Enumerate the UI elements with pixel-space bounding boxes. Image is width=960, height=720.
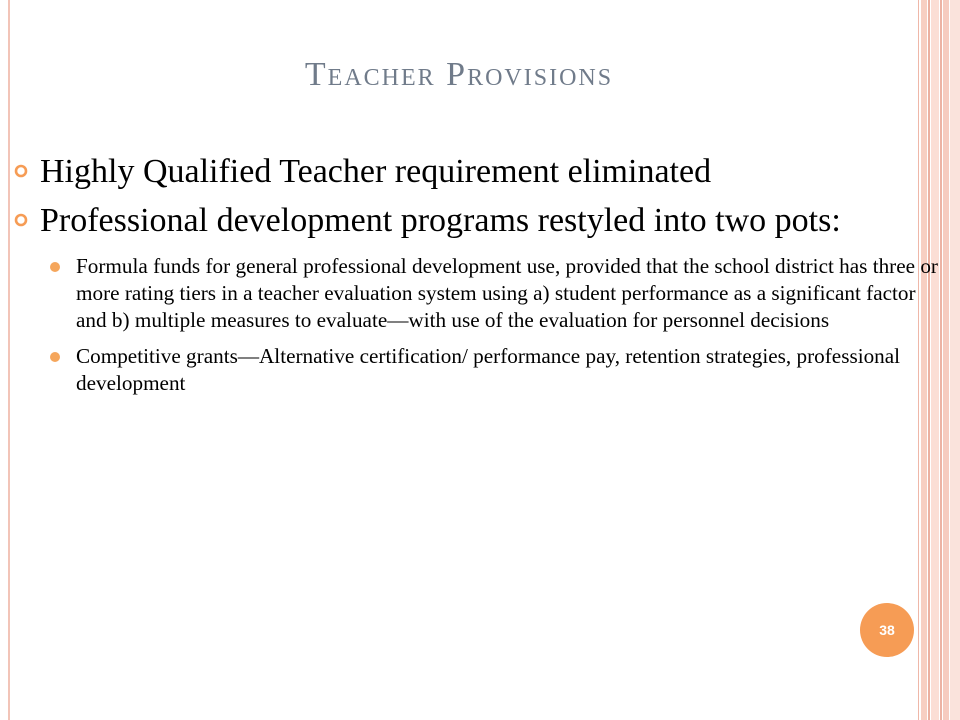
bullet-item xyxy=(40,152,940,192)
orange-ring-bullet-icon xyxy=(14,213,28,227)
right-stripe-6 xyxy=(950,0,960,720)
sub-bullet-text: Competitive grants—Alternative certification/ performance pay, retention strategies, professional development xyxy=(76,344,901,395)
sub-bullet-item xyxy=(40,343,940,397)
orange-ring-bullet-icon xyxy=(14,164,28,178)
left-frame-line xyxy=(8,0,10,720)
sub-bullet-text: Formula funds for general professional development use, provided that the school district has three or more rating tiers in a teacher evaluation system using a) student performance as a significant factor and b) multiple measures to evaluate—with use of the evaluation for personnel decisions xyxy=(76,254,938,332)
bullet-text: Professional development programs restyled into two pots: xyxy=(40,202,841,239)
bullet-list xyxy=(40,152,940,406)
slide-title: Teacher Provisions xyxy=(304,56,614,93)
orange-dot-bullet-icon xyxy=(50,352,60,362)
bullet-item xyxy=(40,201,940,397)
orange-dot-bullet-icon xyxy=(50,262,60,272)
bullet-text: Highly Qualified Teacher requirement eliminated xyxy=(40,153,712,190)
right-stripe-4 xyxy=(940,0,942,720)
right-stripe-5 xyxy=(943,0,949,720)
page-number-badge: 38 xyxy=(860,603,914,657)
sub-bullet-list xyxy=(40,253,940,397)
sub-bullet-item xyxy=(40,253,940,334)
